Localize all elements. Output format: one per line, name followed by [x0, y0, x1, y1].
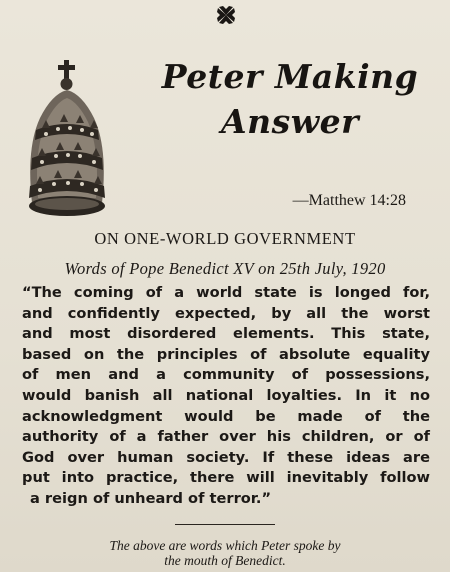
title-line-2: Answer [221, 101, 359, 141]
maltese-cross-icon [215, 4, 237, 26]
section-subheading: Words of Pope Benedict XV on 25th July, 1920 [64, 259, 386, 278]
quote-line: God over human society. If these ideas are [22, 448, 430, 466]
papal-tiara-icon [12, 58, 122, 220]
quote-block [22, 283, 430, 510]
section-heading: ON ONE-WORLD GOVERNMENT [94, 229, 356, 248]
quote-line: authority of a father over his children, or of [22, 428, 430, 446]
quote-line: acknowledgment would be made of the [22, 407, 430, 425]
quote-line: and confidently expected, by all the worst [22, 304, 430, 322]
quote-line: put into practice, there will inevitably follow [22, 469, 430, 487]
quote-line: based on the principles of absolute equality [22, 345, 430, 363]
quote-line: would banish all national loyalties. In it no [22, 386, 430, 404]
footer-note [0, 538, 450, 568]
page-title [140, 57, 440, 141]
quote-line: “The coming of a world state is longed for, [22, 284, 430, 301]
footer-line-2: the mouth of Benedict. [164, 553, 286, 568]
scripture-citation: —Matthew 14:28 [292, 192, 406, 209]
quote-line: and most disordered elements. This state, [22, 325, 430, 343]
quote-line: of men and a community of possessions, [22, 366, 430, 384]
quote-line: a reign of unheard of terror.” [30, 489, 272, 507]
footer-line-1: The above are words which Peter spoke by [109, 538, 341, 553]
title-line-1: Peter Making [161, 57, 419, 96]
divider [175, 524, 275, 525]
